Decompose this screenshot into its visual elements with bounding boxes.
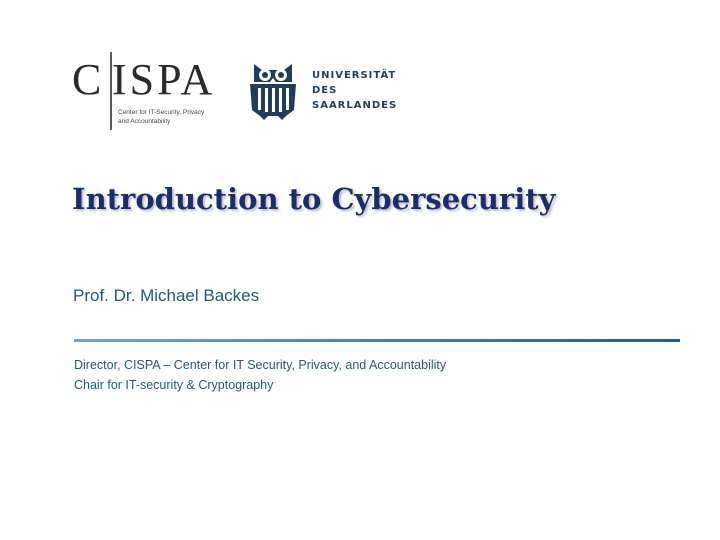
- affiliation-line-1: Director, CISPA – Center for IT Security, Privacy, and Accountability: [74, 358, 447, 372]
- presenter-name: Prof. Dr. Michael Backes: [73, 286, 260, 305]
- cispa-logo-subtitle: [118, 108, 238, 126]
- affiliation-line-2: Chair for IT-security & Cryptography: [74, 378, 274, 392]
- uds-line1: UNIVERSITÄT: [312, 70, 397, 81]
- uds-logo-text: [312, 68, 397, 113]
- cispa-logo-c: C: [72, 55, 105, 104]
- cispa-logo: [72, 52, 232, 130]
- uds-line2: DES: [312, 85, 338, 96]
- divider-rule: [74, 339, 680, 342]
- cispa-subtitle-line1: Center for IT-Security, Privacy: [118, 109, 205, 116]
- slide-title: Introduction to Cybersecurity: [72, 182, 556, 216]
- uds-line3: SAARLANDES: [312, 100, 398, 111]
- cispa-subtitle-line2: and Accountability: [118, 118, 171, 125]
- saarland-owl-icon: [246, 60, 300, 120]
- cispa-logo-letters: ISPA: [112, 55, 216, 104]
